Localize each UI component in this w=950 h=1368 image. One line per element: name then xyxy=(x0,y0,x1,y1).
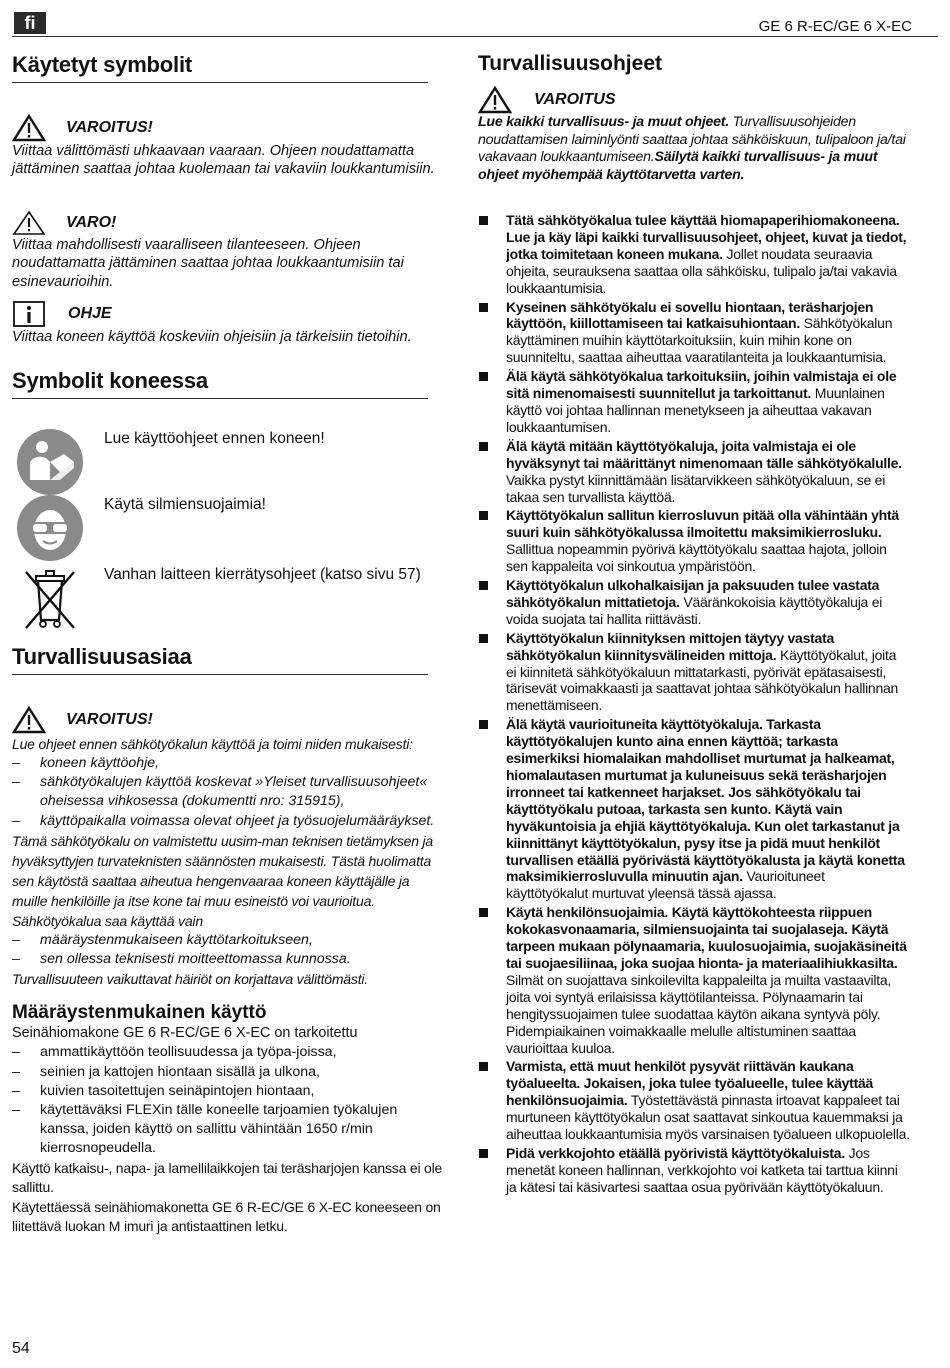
model-name: GE 6 R-EC/GE 6 X-EC xyxy=(758,18,912,35)
safety-intro: Lue ohjeet ennen sähkötyökalun käyttöä ja toimi niiden mukaisesti: xyxy=(12,736,413,752)
intro-text: Turvallisuusohjeiden noudattamisen laiminlyönti saattaa johtaa sähköiskuun, tulipaloon ja/tai vakavaan loukkaantumiseen. xyxy=(478,114,906,166)
info-label: OHJE xyxy=(68,305,112,322)
safety-outro: Turvallisuuteen vaikuttavat häiriöt on korjattava välittömästi. xyxy=(12,971,368,988)
safety-title: Turvallisuusasiaa xyxy=(12,644,428,675)
warning-label: VAROITUS! xyxy=(66,119,153,136)
warning-label: VAROITUS! xyxy=(66,711,153,728)
intended-use xyxy=(12,1002,444,1237)
eye-protection-icon xyxy=(16,494,84,562)
intro-bold-keep: Säilytä kaikki turvallisuus- ja muut ohjeet myöhempää käyttötarvetta varten. xyxy=(478,149,878,183)
info-note xyxy=(12,300,452,346)
warning-note xyxy=(12,114,444,179)
list-item: – sähkötyökalujen käyttöä koskevat »Yleiset turvallisuusohjeet« oheisessa vihkosessa (dokumentti nro: 315915), xyxy=(12,773,444,811)
caution-text: Viittaa mahdollisesti vaaralliseen tilanteeseen. Ohjeen noudattamatta jättäminen saattaa johtaa loukkaantumisiin tai esinevaurioihin. xyxy=(12,237,404,290)
safety-warning xyxy=(12,706,444,989)
list-item: – käytettäväksi FLEXin tälle koneelle tarjoamien työkalujen kanssa, joiden käyttö on sallittu vähintään 1650 r/min kierrosnopeudella. xyxy=(12,1101,444,1159)
list-item: – kuivien tasoitettujen seinäpintojen hiontaan, xyxy=(12,1082,444,1101)
list-item: Tätä sähkötyökalua tulee käyttää hiomapaperihiomakoneena. Lue ja käy läpi kaikki turvallisuusohjeet, ohjeet, kuvat ja tiedot, jotka toimitetaan koneen mukana. Jollet noudata seuraavia ohjeita, seurauksena saattaa olla sähköisku, tulipalo ja/tai vakavia loukkaantumisia. xyxy=(478,212,910,297)
list-item: Älä käytä mitään käyttötyökaluja, joita valmistaja ei ole hyväksynyt tai määrittänyt nimenomaan tälle sähkötyökalulle. Vaikka pystyt kiinnittämään lisätarvikkeen sähkötyökaluun, se ei takaa sen turvallista käyttöä. xyxy=(478,438,910,506)
machine-symbols-title: Symbolit koneessa xyxy=(12,368,428,399)
caution-label: VARO! xyxy=(66,214,117,231)
list-item: – koneen käyttöohje, xyxy=(12,754,444,773)
warning-triangle-icon xyxy=(12,114,46,142)
machine-symbols-list xyxy=(12,428,444,630)
intended-use-list xyxy=(12,1043,444,1158)
warning-triangle-icon xyxy=(478,86,512,114)
safety-instructions-intro xyxy=(478,114,910,184)
symbols-title: Käytetyt symbolit xyxy=(12,52,428,83)
list-item: Käyttötyökalun ulkohalkaisijan ja paksuuden tulee vastata sähkötyökalun mittatietoja. Vääränkokoisia käyttötyökaluja ei voida suojata tai hallita riittävästi. xyxy=(478,577,910,628)
safety-instructions-warning xyxy=(478,86,910,184)
machine-symbol-text: Lue käyttöohjeet ennen koneen! xyxy=(104,430,325,447)
read-manual-icon xyxy=(16,428,84,496)
list-item: – ammattikäyttöön teollisuudessa ja työpa-joissa, xyxy=(12,1043,444,1062)
list-item: – sen ollessa teknisesti moitteettomassa kunnossa. xyxy=(12,950,444,969)
list-item: – määräystenmukaiseen käyttötarkoitukseen, xyxy=(12,931,444,950)
list-item: Pidä verkkojohto etäällä pyörivistä käyttötyökaluista. Jos menetät koneen hallinnan, verkkojohto voi katketa tai tarttua kiinni ja kätesi tai käsivartesi saattaa osua pyörivään käyttötyökaluun. xyxy=(478,1145,910,1196)
intended-use-p2: Käytettäessä seinähiomakonetta GE 6 R-EC/GE 6 X-EC koneeseen on liitettävä luokan M imuri ja antistaattinen letku. xyxy=(12,1198,441,1235)
warning-text: Viittaa välittömästi uhkaavaan vaaraan. Ohjeen noudattamatta jättäminen saattaa johtaa kuolemaan tai vakaviin loukkantumisiin. xyxy=(12,143,435,178)
language-badge: fi xyxy=(14,12,46,34)
caution-triangle-icon xyxy=(12,210,46,236)
machine-symbol-row xyxy=(12,428,444,494)
info-icon xyxy=(12,300,46,328)
machine-symbol-row xyxy=(12,564,444,630)
intro-bold: Lue kaikki turvallisuus- ja muut ohjeet. xyxy=(478,114,729,130)
intended-use-title: Määräystenmukainen käyttö xyxy=(12,1002,267,1023)
safety-conditions-list xyxy=(12,931,444,969)
list-item: – seinien ja kattojen hiontaan sisällä ja ulkona, xyxy=(12,1063,444,1082)
machine-symbol-text: Vanhan laitteen kierrätysohjeet (katso sivu 57) xyxy=(104,566,421,583)
caution-note xyxy=(12,210,444,291)
safety-instructions-list xyxy=(478,212,910,1196)
list-item: – käyttöpaikalla voimassa olevat ohjeet ja työsuojelumääräykset. xyxy=(12,812,444,831)
info-text: Viittaa koneen käyttöä koskeviin ohjeisiin ja tärkeisiin tietoihin. xyxy=(12,329,412,345)
list-item: Kyseinen sähkötyökalu ei sovellu hiontaan, teräsharjojen käyttöön, kiillottamiseen tai katkaisuhiontaan. Sähkötyökalun käyttäminen muihin käyttötarkoituksiin, kuin mihin kone on suunniteltu, saattaa aiheuttaa vaaratilanteita ja loukkaantumisia. xyxy=(478,299,910,367)
list-item: Varmista, että muut henkilöt pysyvät riittävän kaukana työalueelta. Jokaisen, joka tulee työalueelle, tulee käyttää henkilönsuojaimia. Työstettävästä pinnasta irtoavat kappaleet tai murtuneen käyttötyökalun osat saattavat sinkoutua kauemmaksi ja aiheuttaa loukkaantumisia myös varsinaisen työalueen ulkopuolella. xyxy=(478,1058,910,1143)
warning-label: VAROITUS xyxy=(534,91,616,108)
list-item: Käytä henkilönsuojaimia. Käytä käyttökohteesta riippuen kokokasvonaamaria, silmiensuojainta tai suojalaseja. Käytä tarpeen mukaan pölynaamaria, kuulosuojaimia, suojakäsineitä tai suojaesiliinaa, joka suojaa hionta- ja materiaalihiukkasilta. Silmät on suojattava sinkoilevilta kappaleilta ja muilta vastaavilta, joita voi syntyä erilaisissa käyttötilanteissa. Pölynaamarin tai hengityssuojaimen tulee suodattaa käytön aikana syntyvä pöly. Pidempiaikainen voimakkaalle melulle altistuminen saattaa vaurioittaa kuuloa. xyxy=(478,904,910,1056)
safety-documents-list xyxy=(12,754,444,831)
safety-text: Tämä sähkötyökalu on valmistettu uusim-man teknisen tietämyksen ja hyväksyttyjen turvateknisten säännösten mukaisesti. Tästä huolimatta sen käytöstä saattaa aiheutua hengenvaaraa koneen käyttäjälle ja muille henkilöille ja itse kone tai muu esineistö voi vaurioitua. Sähkötyökalua saa käyttää vain xyxy=(12,832,433,929)
list-item: Käyttötyökalun kiinnityksen mittojen täytyy vastata sähkötyökalun kiinnitysvälineiden mittoja. Käyttötyökalut, joita ei kiinnitetä sähkötyökaluun mittatarkasti, pyörivät epätasaisesti, tärisevät voimakkaasti ja saattavat johtaa sähkötyökalun hallinnan menettämiseen. xyxy=(478,630,910,715)
list-item: Älä käytä sähkötyökalua tarkoituksiin, joihin valmistaja ei ole sitä nimenomaisesti suunnitellut ja tarkoittanut. Muunlainen käyttö voi johtaa hallinnan menetykseen ja aiheuttaa vakavan loukkaantumisen. xyxy=(478,368,910,436)
list-item: Käyttötyökalun sallitun kierrosluvun pitää olla vähintään yhtä suuri kuin sähkötyökalussa ilmoitettu maksimikierrosluku. Sallittua nopeammin pyörivä käyttötyökalu saattaa hajota, jolloin sen kappaleita voi sinkoutua ympäristöön. xyxy=(478,507,910,575)
page-number: 54 xyxy=(12,1340,30,1357)
machine-symbol-text: Käytä silmiensuojaimia! xyxy=(104,496,266,513)
list-item: Älä käytä vaurioituneita käyttötyökaluja. Tarkasta käyttötyökalujen kunto aina ennen käyttöä; tarkasta esimerkiksi hiomalaikan mahdolliset murtumat ja halkeamat, hiomalautasen murtumat ja kuluneisuus sekä teräsharjojen irronneet tai katkenneet harjakset. Jos sähkötyökalu tai käyttötyökalu putoaa, tarkasta sen kunto. Käytä vain hyväkuntoisia ja ehjiä käyttötyökaluja. Kun olet tarkastanut ja kiinnittänyt käyttötyökalun, pysy itse ja pidä muut henkilöt turvallisen etäällä pyörivästä käyttötyökalusta ja käytä konetta maksimikierrosluvulla minuutin ajan. Vaurioituneet käyttötyökalut murtuvat yleensä tässä ajassa. xyxy=(478,716,910,902)
intended-use-p1: Käyttö katkaisu-, napa- ja lamellilaikkojen tai teräsharjojen kanssa ei ole sallittu. xyxy=(12,1159,443,1196)
header-rule xyxy=(12,36,938,37)
safety-instructions-list-wrap xyxy=(478,212,910,1198)
machine-symbol-row xyxy=(12,494,444,560)
intended-use-intro: Seinähiomakone GE 6 R-EC/GE 6 X-EC on tarkoitettu xyxy=(12,1025,358,1041)
safety-instructions-title: Turvallisuusohjeet xyxy=(478,52,662,75)
crossed-bin-icon xyxy=(16,564,84,632)
warning-triangle-icon xyxy=(12,706,46,734)
